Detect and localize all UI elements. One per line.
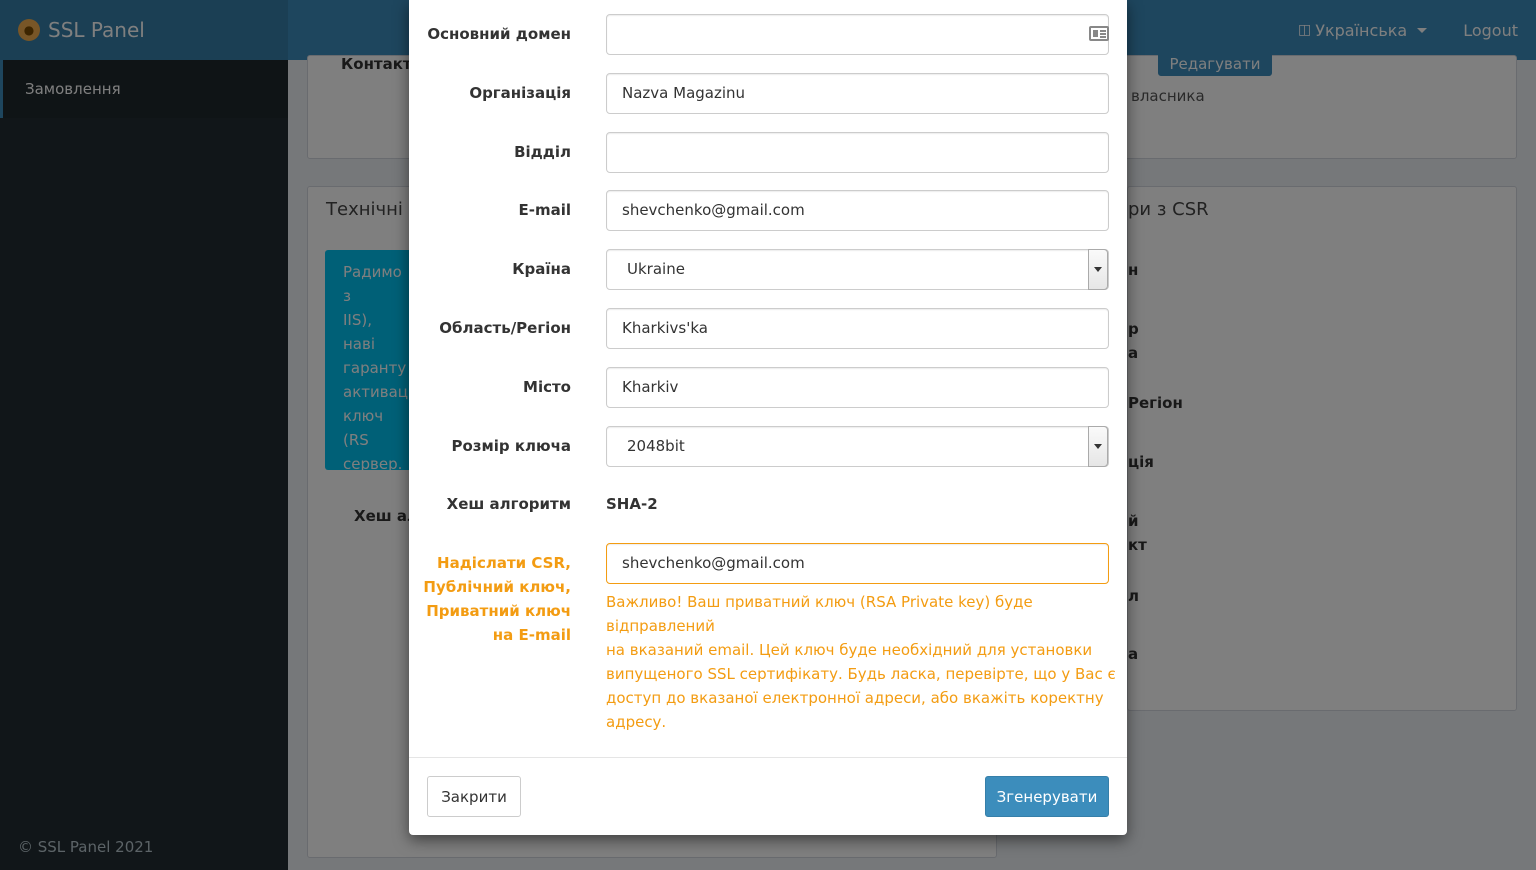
country-value: Ukraine	[627, 260, 685, 278]
key-size-row	[409, 426, 1127, 466]
country-label: Країна	[512, 260, 571, 278]
generate-button[interactable]: Згенерувати	[985, 776, 1109, 817]
select-arrow[interactable]	[1088, 249, 1108, 290]
warning-line: адресу.	[606, 713, 667, 731]
country-select[interactable]	[606, 249, 1109, 290]
send-email-input[interactable]: shevchenko@gmail.com	[606, 543, 1109, 584]
region-input[interactable]: Kharkivs'ka	[606, 308, 1109, 349]
close-button[interactable]: Закрити	[427, 776, 521, 817]
city-row	[409, 367, 1127, 407]
department-label: Відділ	[514, 143, 571, 161]
domain-row	[409, 14, 1127, 54]
send-email-label	[409, 551, 571, 647]
domain-input[interactable]	[606, 14, 1109, 55]
organization-input[interactable]: Nazva Magazinu	[606, 73, 1109, 114]
send-email-label-line: Приватний ключ	[426, 602, 571, 620]
region-row	[409, 308, 1127, 348]
domain-label: Основний домен	[427, 25, 571, 43]
city-label: Місто	[523, 378, 571, 396]
send-email-label-line: Надіслати CSR,	[437, 554, 571, 572]
warning-line: на вказаний email. Цей ключ буде необхідний для установки	[606, 641, 1093, 659]
key-size-select[interactable]	[606, 426, 1109, 467]
country-row	[409, 249, 1127, 289]
hash-row	[409, 484, 1127, 524]
email-label: E-mail	[518, 201, 571, 219]
warning-line: Важливо! Ваш приватний ключ (RSA Private key) буде відправлений	[606, 593, 1033, 635]
email-row	[409, 190, 1127, 230]
csr-generate-modal	[409, 0, 1127, 835]
send-email-label-line: Публічний ключ,	[423, 578, 571, 596]
select-arrow[interactable]	[1088, 426, 1108, 467]
department-row	[409, 132, 1127, 172]
email-input[interactable]: shevchenko@gmail.com	[606, 190, 1109, 231]
chevron-down-icon	[1094, 267, 1102, 272]
warning-line: випущеного SSL сертифікату. Будь ласка, перевірте, що у Вас є	[606, 665, 1116, 683]
region-label: Область/Регіон	[439, 319, 571, 337]
warning-line: доступ до вказаної електронної адреси, або вкажіть коректну	[606, 689, 1104, 707]
chevron-down-icon	[1094, 444, 1102, 449]
send-email-label-line: на E-mail	[492, 626, 571, 644]
modal-footer-divider	[409, 757, 1127, 758]
organization-label: Організація	[469, 84, 571, 102]
city-input[interactable]: Kharkiv	[606, 367, 1109, 408]
private-key-warning	[606, 590, 1116, 734]
department-input[interactable]	[606, 132, 1109, 173]
key-size-label: Розмір ключа	[451, 437, 571, 455]
hash-label: Хеш алгоритм	[446, 495, 571, 513]
key-size-value: 2048bit	[627, 437, 685, 455]
contact-card-icon[interactable]	[1089, 26, 1109, 41]
organization-row	[409, 73, 1127, 113]
hash-value: SHA-2	[606, 495, 658, 513]
